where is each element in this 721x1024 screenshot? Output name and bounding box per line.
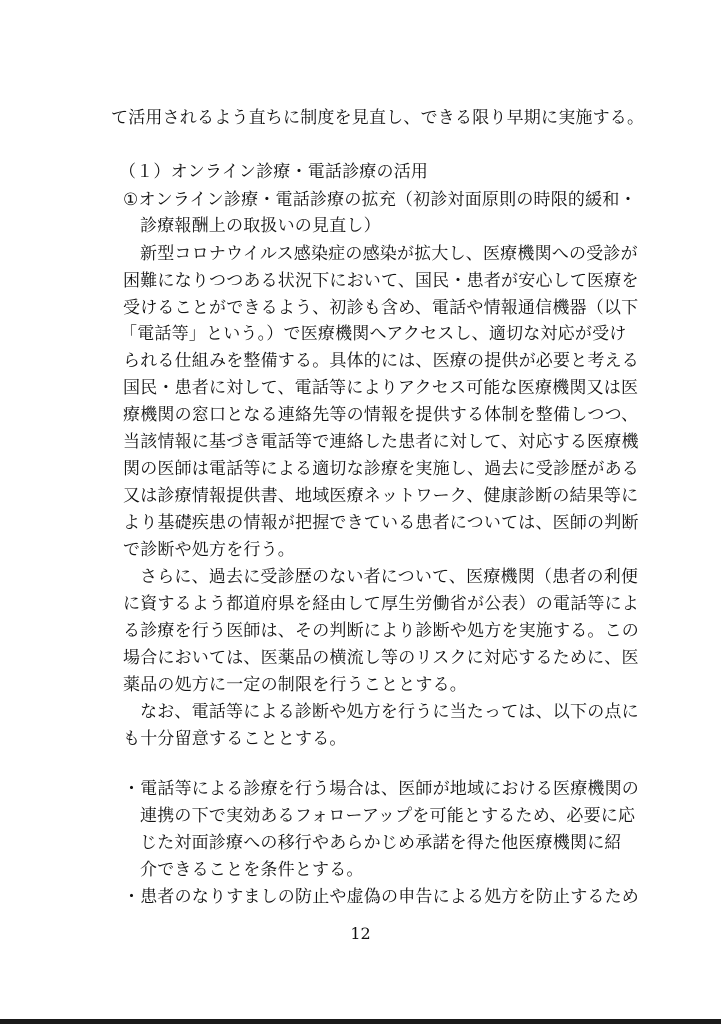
- paragraph-1-line-8: 当該情報に基づき電話等で連絡した患者に対して、対応する医療機: [123, 432, 639, 452]
- paragraph-1-line-11: より基礎疾患の情報が把握できている患者については、医師の判断: [123, 513, 639, 533]
- paragraph-1-line-12: で診断や処方を行う。: [123, 540, 295, 560]
- subsection-heading-cont: 診療報酬上の取扱いの見直し）: [140, 216, 381, 236]
- bullet-1-line-4: 介できることを条件とする。: [140, 860, 364, 880]
- bottom-border: [0, 1019, 721, 1024]
- paragraph-1-line-3: 受けることができるよう、初診も含め、電話や情報通信機器（以下: [123, 298, 639, 318]
- text-line-1: て活用されるよう直ちに制度を見直し、できる限り早期に実施する。: [111, 108, 645, 128]
- paragraph-3-line-2: も十分留意することとする。: [123, 729, 347, 749]
- paragraph-1-line-7: 療機関の窓口となる連絡先等の情報を提供する体制を整備しつつ、: [123, 405, 639, 425]
- paragraph-1-line-4: 「電話等」という。）で医療機関へアクセスし、適切な対応が受け: [120, 324, 627, 344]
- paragraph-1-line-10: 又は診療情報提供書、地域医療ネットワーク、健康診断の結果等に: [123, 486, 639, 506]
- section-heading: （１）オンライン診療・電話診療の活用: [119, 162, 429, 182]
- bullet-1-line-1: ・電話等による診療を行う場合は、医師が地域における医療機関の: [123, 779, 639, 799]
- paragraph-2-line-1: さらに、過去に受診歴のない者について、医療機関（患者の利便: [140, 567, 639, 587]
- paragraph-1-line-9: 関の医師は電話等による適切な診療を実施し、過去に受診歴がある: [123, 459, 639, 479]
- paragraph-2-line-4: 場合においては、医薬品の横流し等のリスクに対応するために、医: [123, 648, 639, 668]
- bullet-1-line-2: 連携の下で実効あるフォローアップを可能とするため、必要に応: [140, 806, 636, 826]
- page-number: 12: [350, 924, 371, 943]
- paragraph-2-line-2: に資するよう都道府県を経由して厚生労働省が公表）の電話等によ: [123, 594, 639, 614]
- paragraph-2-line-5: 薬品の処方に一定の制限を行うこととする。: [123, 675, 467, 695]
- paragraph-1-line-5: られる仕組みを整備する。具体的には、医療の提供が必要と考える: [123, 351, 639, 371]
- bullet-1-line-3: じた対面診療への移行やあらかじめ承諾を得た他医療機関に紹: [140, 833, 622, 853]
- subsection-heading: ①オンライン診療・電話診療の拡充（初診対面原則の時限的緩和・: [123, 190, 637, 210]
- paragraph-3-line-1: なお、電話等による診断や処方を行うに当たっては、以下の点に: [140, 702, 639, 722]
- paragraph-1-line-2: 困難になりつつある状況下において、国民・患者が安心して医療を: [123, 271, 639, 291]
- paragraph-2-line-3: る診療を行う医師は、その判断により診断や処方を実施する。この: [123, 621, 639, 641]
- paragraph-1-line-1: 新型コロナウイルス感染症の感染が拡大し、医療機関への受診が: [140, 244, 638, 264]
- bullet-2-line-1: ・患者のなりすましの防止や虚偽の申告による処方を防止するため: [123, 887, 639, 907]
- paragraph-1-line-6: 国民・患者に対して、電話等によりアクセス可能な医療機関又は医: [123, 378, 639, 398]
